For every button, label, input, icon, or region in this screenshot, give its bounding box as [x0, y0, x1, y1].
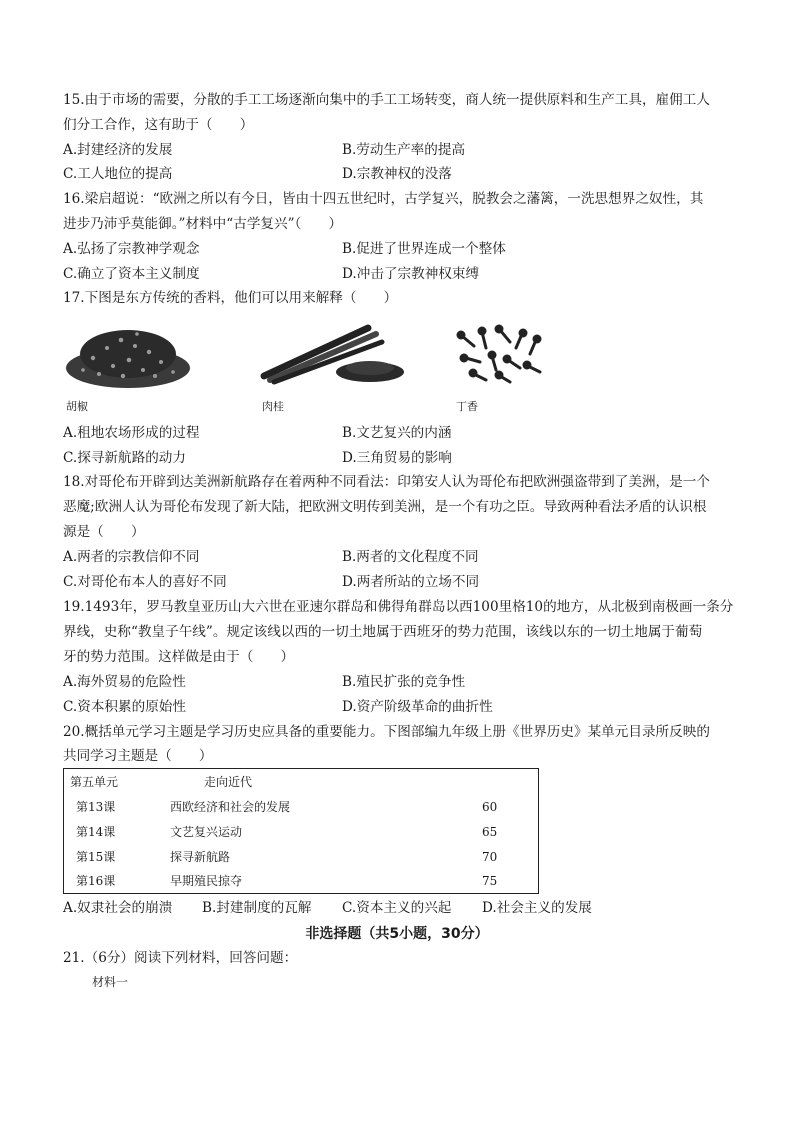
toc-lesson: 第13课: [76, 800, 116, 814]
toc-page: 60: [482, 800, 498, 814]
q15-line-2: 们分工合作，这有助于（ ）: [63, 117, 254, 133]
cinnamon-icon: [258, 320, 408, 386]
q18-option-a: A.两者的宗教信仰不同: [63, 549, 200, 565]
q15-option-c: C.工人地位的提高: [63, 166, 173, 182]
q17-option-a: A.租地农场形成的过程: [63, 425, 200, 441]
toc-title: 早期殖民掠夺: [170, 874, 243, 888]
q16-option-b: B.促进了世界连成一个整体: [342, 241, 506, 257]
unit-table-of-contents: [63, 768, 539, 894]
clove-caption: 丁香: [456, 400, 478, 413]
toc-row: [64, 870, 538, 892]
q19-option-d: D.资产阶级革命的曲折性: [342, 699, 493, 715]
q21-material-label: 材料一: [92, 975, 129, 989]
q19-option-c: C.资本积累的原始性: [63, 699, 186, 715]
q15-option-a: A.封建经济的发展: [63, 142, 173, 158]
q18-line-1: 18.对哥伦布开辟到达美洲新航路存在着两种不同看法：印第安人认为哥伦布把欧洲强盗带到了美洲，是一个: [63, 474, 710, 490]
toc-lesson: 第15课: [76, 850, 116, 864]
toc-page: 75: [482, 874, 498, 888]
q20-option-c: C.资本主义的兴起: [342, 900, 452, 916]
toc-unit: 第五单元: [70, 775, 119, 789]
q17-option-c: C.探寻新航路的动力: [63, 450, 186, 466]
black-pepper-icon: [63, 318, 193, 390]
q20-option-d: D.社会主义的发展: [482, 900, 592, 916]
q18-line-2: 恶魔;欧洲人认为哥伦布发现了新大陆，把欧洲文明传到美洲，是一个有功之臣。导致两种看法矛盾的认识根: [63, 499, 707, 515]
toc-title: 探寻新航路: [170, 850, 231, 864]
toc-row: [64, 821, 538, 843]
q19-option-b: B.殖民扩张的竞争性: [342, 674, 466, 690]
q16-option-c: C.确立了资本主义制度: [63, 266, 200, 282]
q20-line-2: 共同学习主题是（ ）: [63, 748, 213, 764]
section-title: 非选择题（共5小题，30分）: [305, 926, 489, 942]
q20-option-a: A.奴隶社会的崩溃: [63, 900, 173, 916]
toc-page: 70: [482, 850, 498, 864]
toc-header: [64, 771, 538, 793]
q18-line-3: 源是（ ）: [63, 524, 145, 540]
black-pepper-caption: 胡椒: [66, 400, 88, 413]
q16-line-2: 进步乃沛乎莫能御。”材料中“古学复兴”（ ）: [63, 216, 343, 232]
q19-line-3: 牙的势力范围。这样做是由于（ ）: [63, 649, 295, 665]
q18-option-b: B.两者的文化程度不同: [342, 549, 479, 565]
q16-option-d: D.冲击了宗教神权束缚: [342, 266, 480, 282]
toc-title: 文艺复兴运动: [170, 825, 243, 839]
q19-line-2: 界线，史称“教皇子午线”。规定该线以西的一切土地属于西班牙的势力范围，该线以东的一切土地属于葡萄: [63, 624, 703, 640]
toc-title: 西欧经济和社会的发展: [170, 800, 291, 814]
q16-option-a: A.弘扬了宗教神学观念: [63, 241, 200, 257]
cinnamon-caption: 肉桂: [262, 400, 284, 413]
q21-line: 21.（6分）阅读下列材料，回答问题：: [63, 950, 298, 966]
toc-unit-title: 走向近代: [204, 775, 253, 789]
q19-option-a: A.海外贸易的危险性: [63, 674, 186, 690]
q17-line-1: 17.下图是东方传统的香料，他们可以用来解释（ ）: [63, 290, 398, 306]
toc-row: [64, 846, 538, 868]
q15-line-1: 15.由于市场的需要，分散的手工工场逐渐向集中的手工工场转变，商人统一提供原料和生产工具，雇佣工人: [63, 92, 710, 108]
clove-icon: [452, 322, 548, 386]
q17-option-b: B.文艺复兴的内涵: [342, 425, 452, 441]
q16-line-1: 16.梁启超说：“欧洲之所以有今日，皆由十四五世纪时，古学复兴，脱教会之藩篱，一洗思想界之奴性，其: [63, 191, 704, 207]
toc-lesson: 第14课: [76, 825, 116, 839]
q18-option-d: D.两者所站的立场不同: [342, 574, 480, 590]
q15-option-b: B.劳动生产率的提高: [342, 142, 466, 158]
q17-option-d: D.三角贸易的影响: [342, 450, 452, 466]
q18-option-c: C.对哥伦布本人的喜好不同: [63, 574, 227, 590]
q15-option-d: D.宗教神权的没落: [342, 166, 452, 182]
q20-line-1: 20.概括单元学习主题是学习历史应具备的重要能力。下图部编九年级上册《世界历史》某单元目录所反映的: [63, 724, 710, 740]
q20-option-b: B.封建制度的瓦解: [202, 900, 312, 916]
toc-row: [64, 796, 538, 818]
q19-line-1: 19.1493年，罗马教皇亚历山大六世在亚速尔群岛和佛得角群岛以西100里格10的地方，从北极到南极画一条分: [63, 599, 734, 615]
toc-lesson: 第16课: [76, 874, 116, 888]
toc-page: 65: [482, 825, 498, 839]
